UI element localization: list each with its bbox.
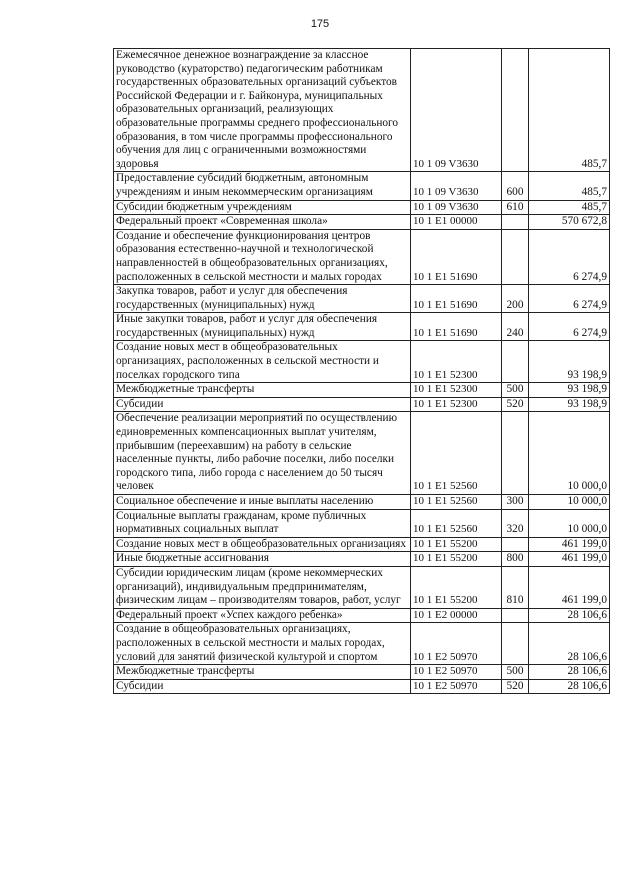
row-code-cell: 10 1 E1 52560 (411, 495, 502, 510)
row-code-cell: 10 1 E1 55200 (411, 537, 502, 552)
row-name-cell: Федеральный проект «Успех каждого ребенка» (114, 608, 411, 623)
row-type-cell: 200 (502, 285, 529, 313)
row-code-cell: 10 1 E1 51690 (411, 229, 502, 284)
table-row (114, 285, 610, 313)
row-amount-cell: 28 106,6 (529, 665, 610, 680)
row-name-cell: Закупка товаров, работ и услуг для обеспечения государственных (муниципальных) нужд (114, 285, 411, 313)
row-code-cell: 10 1 E1 55200 (411, 566, 502, 608)
row-type-cell: 240 (502, 313, 529, 341)
row-amount-cell: 28 106,6 (529, 679, 610, 694)
row-amount-cell: 28 106,6 (529, 608, 610, 623)
row-amount-cell: 6 274,9 (529, 285, 610, 313)
row-amount-cell: 93 198,9 (529, 383, 610, 398)
row-type-cell (502, 229, 529, 284)
row-name-cell: Создание в общеобразовательных организациях, расположенных в сельской местности и малых городах, условий для занятий физической культурой и спортом (114, 623, 411, 665)
row-type-cell: 800 (502, 552, 529, 567)
row-code-cell: 10 1 E1 52560 (411, 509, 502, 537)
table-row (114, 397, 610, 412)
row-type-cell (502, 49, 529, 172)
table-row (114, 537, 610, 552)
row-code-cell: 10 1 E1 51690 (411, 313, 502, 341)
row-amount-cell: 485,7 (529, 49, 610, 172)
row-name-cell: Межбюджетные трансферты (114, 665, 411, 680)
row-type-cell (502, 623, 529, 665)
row-code-cell: 10 1 E2 50970 (411, 665, 502, 680)
row-name-cell: Иные бюджетные ассигнования (114, 552, 411, 567)
row-type-cell: 300 (502, 495, 529, 510)
row-type-cell: 320 (502, 509, 529, 537)
row-amount-cell: 6 274,9 (529, 313, 610, 341)
row-type-cell: 600 (502, 172, 529, 200)
row-name-cell: Иные закупки товаров, работ и услуг для обеспечения государственных (муниципальных) нужд (114, 313, 411, 341)
row-amount-cell: 93 198,9 (529, 341, 610, 383)
row-amount-cell: 6 274,9 (529, 229, 610, 284)
row-amount-cell: 485,7 (529, 172, 610, 200)
row-type-cell: 610 (502, 200, 529, 215)
row-name-cell: Федеральный проект «Современная школа» (114, 215, 411, 230)
row-code-cell: 10 1 E2 50970 (411, 679, 502, 694)
row-name-cell: Ежемесячное денежное вознаграждение за классное руководство (кураторство) педагогическим работникам государственных образовательных организаций субъектов Российской Федерации и г. Байконура, муниципальных образовательных организаций, реализующих образовательные программы среднего профессионального образования, в том числе программы профессионального обучения для лиц с ограниченными возможностями здоровья (114, 49, 411, 172)
table-row (114, 509, 610, 537)
table-row (114, 412, 610, 495)
table-row (114, 665, 610, 680)
row-code-cell: 10 1 E2 50970 (411, 623, 502, 665)
table-row (114, 552, 610, 567)
row-amount-cell: 10 000,0 (529, 495, 610, 510)
row-type-cell: 810 (502, 566, 529, 608)
row-type-cell: 520 (502, 397, 529, 412)
row-code-cell: 10 1 E1 52560 (411, 412, 502, 495)
row-type-cell (502, 341, 529, 383)
table-row (114, 49, 610, 172)
row-name-cell: Предоставление субсидий бюджетным, автономным учреждениям и иным некоммерческим организациям (114, 172, 411, 200)
table-row (114, 341, 610, 383)
row-code-cell: 10 1 E1 52300 (411, 397, 502, 412)
row-type-cell (502, 537, 529, 552)
row-code-cell: 10 1 E1 00000 (411, 215, 502, 230)
budget-table-body (114, 49, 610, 694)
table-row (114, 608, 610, 623)
table-row (114, 313, 610, 341)
table-row (114, 623, 610, 665)
row-type-cell (502, 608, 529, 623)
table-row (114, 566, 610, 608)
row-name-cell: Создание и обеспечение функционирования центров образования естественно-научной и технологической направленностей в общеобразовательных организациях, расположенных в сельской местности и малых городах (114, 229, 411, 284)
row-type-cell: 500 (502, 665, 529, 680)
row-code-cell: 10 1 09 V3630 (411, 49, 502, 172)
row-name-cell: Обеспечение реализации мероприятий по осуществлению единовременных компенсационных выплат учителям, прибывшим (переехавшим) на работу в сельские населенные пункты, либо рабочие поселки, либо поселки городского типа, либо города с населением до 50 тысяч человек (114, 412, 411, 495)
row-name-cell: Социальные выплаты гражданам, кроме публичных нормативных социальных выплат (114, 509, 411, 537)
row-name-cell: Создание новых мест в общеобразовательных организациях (114, 537, 411, 552)
budget-table (113, 48, 610, 694)
row-amount-cell: 28 106,6 (529, 623, 610, 665)
row-code-cell: 10 1 E1 52300 (411, 341, 502, 383)
table-row (114, 215, 610, 230)
table-row (114, 679, 610, 694)
row-code-cell: 10 1 09 V3630 (411, 200, 502, 215)
row-name-cell: Межбюджетные трансферты (114, 383, 411, 398)
page-number: 175 (310, 18, 330, 30)
row-type-cell (502, 215, 529, 230)
table-row (114, 229, 610, 284)
row-name-cell: Субсидии юридическим лицам (кроме некоммерческих организаций), индивидуальным предпринимателям, физическим лицам – производителям товаров, работ, услуг (114, 566, 411, 608)
row-amount-cell: 10 000,0 (529, 412, 610, 495)
row-amount-cell: 461 199,0 (529, 552, 610, 567)
row-code-cell: 10 1 E1 55200 (411, 552, 502, 567)
row-name-cell: Социальное обеспечение и иные выплаты населению (114, 495, 411, 510)
row-type-cell: 500 (502, 383, 529, 398)
row-amount-cell: 570 672,8 (529, 215, 610, 230)
row-name-cell: Создание новых мест в общеобразовательных организациях, расположенных в сельской местности и поселках городского типа (114, 341, 411, 383)
row-name-cell: Субсидии (114, 397, 411, 412)
row-name-cell: Субсидии (114, 679, 411, 694)
row-type-cell (502, 412, 529, 495)
table-row (114, 495, 610, 510)
row-code-cell: 10 1 09 V3630 (411, 172, 502, 200)
row-amount-cell: 485,7 (529, 200, 610, 215)
row-amount-cell: 93 198,9 (529, 397, 610, 412)
table-row (114, 383, 610, 398)
row-code-cell: 10 1 E1 52300 (411, 383, 502, 398)
row-name-cell: Субсидии бюджетным учреждениям (114, 200, 411, 215)
row-amount-cell: 461 199,0 (529, 566, 610, 608)
row-amount-cell: 10 000,0 (529, 509, 610, 537)
row-type-cell: 520 (502, 679, 529, 694)
row-code-cell: 10 1 E1 51690 (411, 285, 502, 313)
table-row (114, 172, 610, 200)
row-amount-cell: 461 199,0 (529, 537, 610, 552)
row-code-cell: 10 1 E2 00000 (411, 608, 502, 623)
table-row (114, 200, 610, 215)
